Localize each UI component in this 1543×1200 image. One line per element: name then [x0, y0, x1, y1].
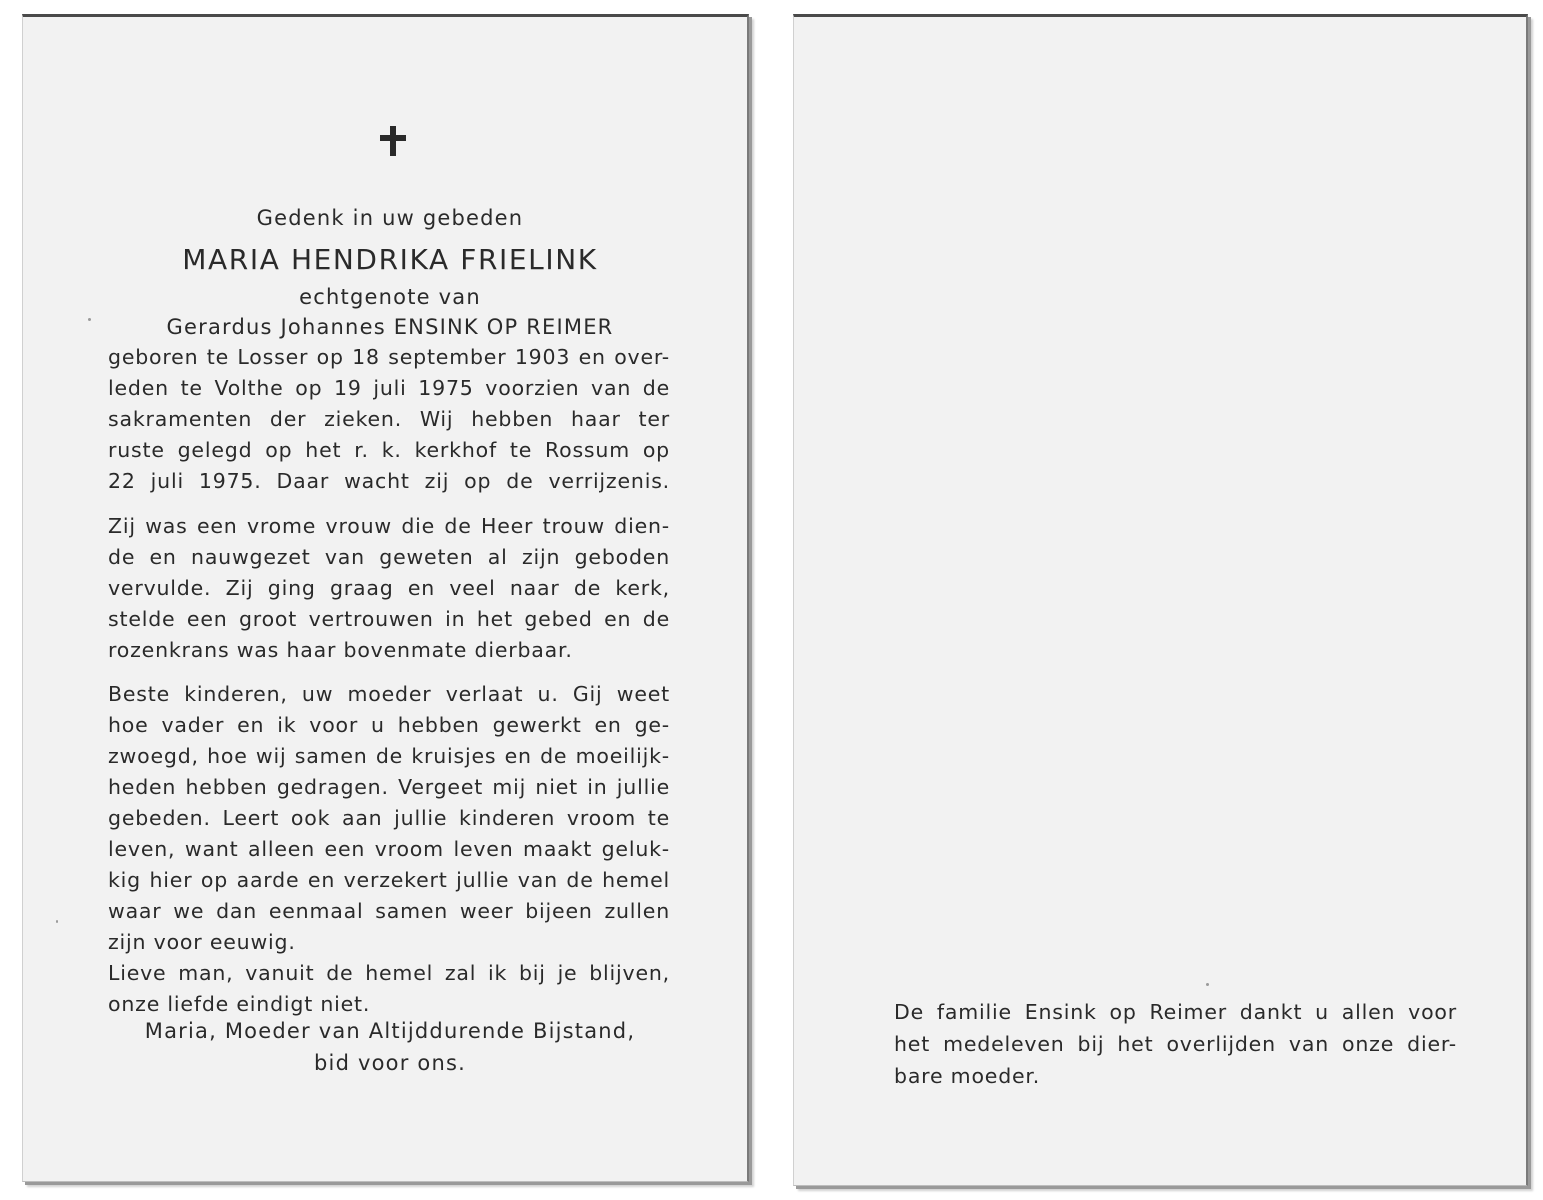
text-line: 22 juli 1975. Daar wacht zij op de verrijzenis.	[108, 469, 670, 493]
closing-prayer-line-2: bid voor ons.	[314, 1051, 466, 1075]
biography-paragraph	[108, 342, 670, 497]
text-line: zwoegd, hoe wij samen de kruisjes en de moeilijk-	[108, 744, 670, 768]
text-line: De familie Ensink op Reimer dankt u allen voor	[894, 1000, 1457, 1024]
paper-speck	[88, 318, 91, 321]
text-line: Zij was een vrome vrouw die de Heer trouw dien-	[108, 514, 670, 538]
text-line: rozenkrans was haar bovenmate dierbaar.	[108, 638, 573, 662]
text-line: vervulde. Zij ging graag en veel naar de kerk,	[108, 576, 670, 600]
memorial-card-back	[793, 14, 1528, 1186]
intro-text: Gedenk in uw gebeden	[256, 206, 524, 230]
closing-prayer-line-1: Maria, Moeder van Altijddurende Bijstand,	[144, 1019, 636, 1043]
text-line: het medeleven bij het overlijden van onze dier-	[894, 1032, 1457, 1056]
deceased-name: MARIA HENDRIKA FRIELINK	[182, 243, 598, 276]
text-line: hoe vader en ik voor u hebben gewerkt en ge-	[108, 713, 670, 737]
cross-icon	[380, 126, 406, 156]
text-line: sakramenten der zieken. Wij hebben haar ter	[108, 407, 670, 431]
text-line: leven, want alleen een vroom leven maakt geluk-	[108, 837, 670, 861]
text-line: onze liefde eindigt niet.	[108, 992, 371, 1016]
text-line: de en nauwgezet van geweten al zijn geboden	[108, 545, 670, 569]
text-line: heden hebben gedragen. Vergeet mij niet in jullie	[108, 775, 670, 799]
paper-speck	[56, 920, 58, 923]
text-line: Beste kinderen, uw moeder verlaat u. Gij weet	[108, 682, 670, 706]
spouse-name: Gerardus Johannes ENSINK OP REIMER	[166, 315, 614, 339]
text-line: ruste gelegd op het r. k. kerkhof te Rossum op	[108, 438, 670, 462]
text-line: geboren te Losser op 18 september 1903 en over-	[108, 345, 670, 369]
text-line: stelde een groot vertrouwen in het gebed en de	[108, 607, 670, 631]
text-line: zijn voor eeuwig.	[108, 930, 296, 954]
family-thanks-paragraph	[894, 996, 1457, 1092]
text-line: waar we dan eenmaal samen weer bijeen zullen	[108, 899, 670, 923]
text-line: kig hier op aarde en verzekert jullie van de hemel	[108, 868, 670, 892]
text-line: Lieve man, vanuit de hemel zal ik bij je blijven,	[108, 961, 670, 985]
text-line: leden te Volthe op 19 juli 1975 voorzien van de	[108, 376, 670, 400]
paper-speck	[1206, 983, 1209, 986]
text-line: gebeden. Leert ook aan jullie kinderen vroom te	[108, 806, 670, 830]
children-message-paragraph	[108, 679, 670, 958]
text-line: bare moeder.	[894, 1064, 1041, 1088]
husband-message-paragraph	[108, 958, 670, 1020]
character-paragraph	[108, 511, 670, 666]
memorial-card-front	[22, 14, 749, 1182]
spouse-prefix: echtgenote van	[299, 285, 481, 309]
